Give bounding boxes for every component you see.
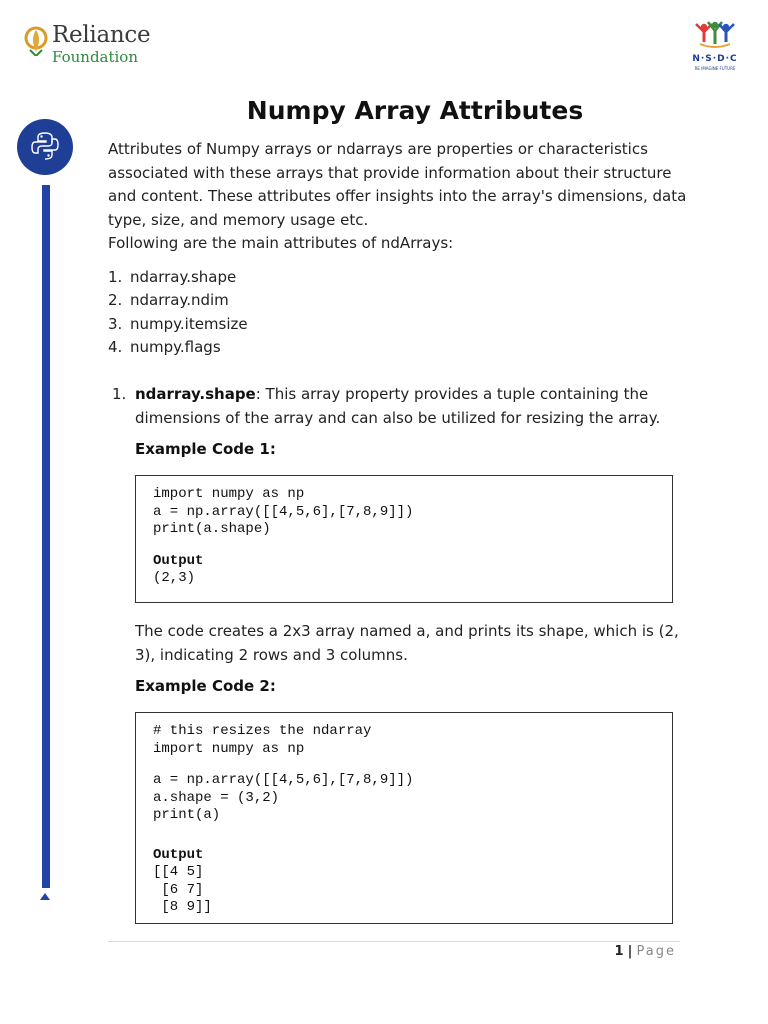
example-1-label: Example Code 1: xyxy=(135,440,276,458)
section-ndarray-shape xyxy=(112,382,682,430)
intro-paragraph: Attributes of Numpy arrays or ndarrays are properties or characteristics associated with these arrays that provide information about their structure and content. These attributes offer insights into the array's dimensions, data type, size, and memory usage etc. xyxy=(108,140,687,229)
list-item: 4. numpy.flags xyxy=(108,337,221,356)
python-badge xyxy=(17,119,73,175)
list-item: 1. ndarray.shape xyxy=(108,268,237,286)
output-line: [8 9]] xyxy=(153,899,212,915)
code-line: # this resizes the ndarray xyxy=(153,723,372,739)
output-label: Output xyxy=(153,552,204,569)
page-number: 1 xyxy=(614,944,624,959)
code-line: a = np.array([[4,5,6],[7,8,9]]) xyxy=(153,503,414,520)
section-number: 1. xyxy=(112,385,127,403)
explanation-1: The code creates a 2x3 array named a, and prints its shape, which is (2, 3), indicating 2 rows and 3 columns. xyxy=(135,622,679,664)
example-2-label: Example Code 2: xyxy=(135,677,276,695)
code-line: import numpy as np xyxy=(153,486,305,502)
side-accent-bar xyxy=(42,185,50,888)
section-description: : This array property provides a tuple containing the dimensions of the array and can also be utilized for resizing the array. xyxy=(135,385,661,427)
reliance-foundation-logo xyxy=(24,22,154,70)
reliance-emblem-icon xyxy=(24,26,48,56)
code-line: a.shape = (3,2) xyxy=(153,789,280,806)
list-item: 3. numpy.itemsize xyxy=(108,314,248,333)
intro-lead: Following are the main attributes of ndArrays: xyxy=(108,234,454,252)
nsdc-logo xyxy=(686,20,744,76)
nsdc-tagline: RE IMAGINE FUTURE xyxy=(694,66,736,71)
page-title: Numpy Array Attributes xyxy=(246,96,584,125)
output-line: (2,3) xyxy=(153,570,196,586)
code-line: import numpy as np xyxy=(153,740,305,757)
page-word: Page xyxy=(636,944,676,959)
footer-divider xyxy=(108,941,680,942)
page-separator: | xyxy=(627,944,633,959)
code-line: a = np.array([[4,5,6],[7,8,9]]) xyxy=(153,772,414,788)
nsdc-name: N·S·D·C xyxy=(692,54,738,64)
org-name: Reliance xyxy=(52,22,151,48)
python-logo-icon xyxy=(31,131,59,161)
code-block-1 xyxy=(135,475,673,603)
attribute-list xyxy=(108,266,248,359)
scroll-up-arrow-icon xyxy=(40,893,50,900)
code-line: print(a.shape) xyxy=(153,521,271,537)
code-block-2 xyxy=(135,712,673,924)
org-subtitle: Foundation xyxy=(52,48,139,66)
code-line: print(a) xyxy=(153,807,221,823)
intro-section xyxy=(108,138,688,256)
page-footer xyxy=(614,944,676,959)
section-term: ndarray.shape xyxy=(135,385,256,403)
output-label: Output xyxy=(153,846,204,863)
output-line: [6 7] xyxy=(153,881,204,898)
nsdc-people-icon xyxy=(686,20,744,52)
output-line: [[4 5] xyxy=(153,864,204,880)
list-item: 2. ndarray.ndim xyxy=(108,291,229,310)
